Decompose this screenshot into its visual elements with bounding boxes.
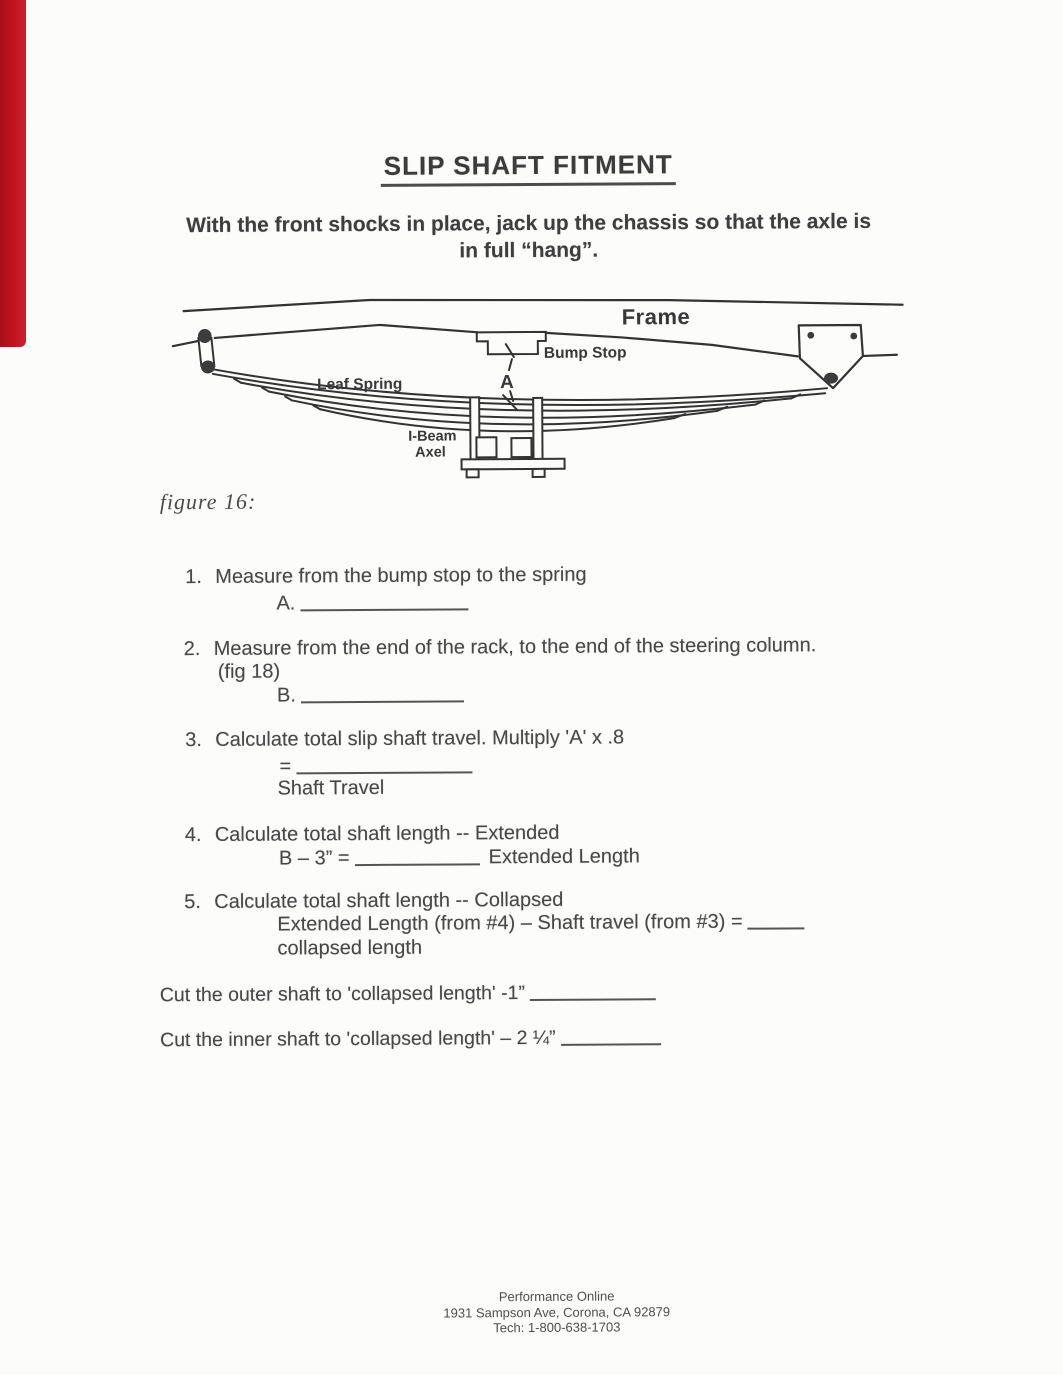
step-5-text: Calculate total shaft length -- Collapsed — [214, 888, 564, 913]
step-4 — [185, 822, 560, 847]
bump-stop-label: Bump Stop — [543, 344, 627, 362]
step-3-number: 3. — [185, 729, 202, 752]
step-2-number: 2. — [183, 638, 201, 661]
step-1 — [185, 564, 586, 589]
step-2-answer-label: B. — [276, 684, 296, 707]
step-3 — [185, 726, 624, 752]
leaf-spring-lines — [211, 365, 827, 433]
step-3-caption: Shaft Travel — [277, 776, 385, 800]
step-4-suffix: Extended Length — [488, 845, 640, 869]
cut-outer-blank-field — [530, 983, 656, 1001]
page-title: SLIP SHAFT FITMENT — [381, 149, 676, 187]
step-3-text: Calculate total slip shaft travel. Multiply 'A' x .8 — [215, 726, 625, 751]
step-5-answer-row — [277, 910, 804, 936]
step-2-blank-field — [301, 685, 464, 703]
step-5 — [184, 889, 563, 914]
instruction-subtitle — [77, 207, 980, 267]
footer-address: 1931 Sampson Ave, Corona, CA 92879 — [443, 1303, 671, 1321]
cut-inner-shaft-instruction — [160, 1026, 661, 1052]
step-4-text: Calculate total shaft length -- Extended — [214, 821, 560, 846]
cut-outer-shaft-text: Cut the outer shaft to 'collapsed length' -1” — [159, 982, 526, 1007]
step-4-blank-field — [355, 848, 480, 866]
cut-outer-shaft-instruction — [160, 981, 656, 1007]
leaf-spring-label: Leaf Spring — [317, 375, 403, 394]
step-3-equals-label: = — [279, 755, 292, 778]
subtitle-line-2: in full “hang”. — [459, 238, 599, 263]
step-2-note: (fig 18) — [217, 660, 281, 683]
ubolt-axle-assembly — [461, 397, 564, 478]
step-2-answer-row — [277, 683, 464, 707]
cut-inner-blank-field — [561, 1028, 661, 1046]
frame-label: Frame — [621, 304, 691, 330]
rear-hanger-bracket — [799, 325, 863, 388]
step-3-blank-field — [296, 756, 472, 774]
dimension-a-label: A — [499, 372, 514, 394]
step-5-number: 5. — [184, 891, 201, 914]
step-5-formula-label: Extended Length (from #4) – Shaft travel (from #3) = — [277, 910, 743, 936]
step-4-answer-row — [279, 845, 640, 870]
bump-stop-shape — [477, 332, 546, 354]
step-4-formula-label: B – 3” = — [278, 847, 350, 870]
ibeam-label-line1: I-Beam — [408, 428, 457, 445]
step-3-answer-row — [279, 754, 472, 778]
scan-artifact-stripe — [0, 0, 26, 347]
step-5-blank-field — [748, 912, 805, 929]
cut-inner-shaft-text: Cut the inner shaft to 'collapsed length' – 2 ¼” — [160, 1026, 556, 1052]
step-1-answer-label: A. — [276, 592, 296, 615]
step-1-blank-field — [300, 593, 468, 611]
step-2 — [184, 634, 817, 661]
subtitle-line-1: With the front shocks in place, jack up the chassis so that the axle is — [186, 209, 872, 238]
step-4-number: 4. — [184, 824, 202, 847]
title-row — [0, 147, 1060, 189]
figure-caption: figure 16: — [159, 488, 257, 515]
front-shackle — [198, 329, 215, 374]
step-1-text: Measure from the bump stop to the spring — [215, 563, 587, 588]
step-2-text: Measure from the end of the rack, to the end of the steering column. — [213, 634, 817, 660]
step-1-answer-row — [276, 591, 468, 615]
ibeam-label-line2: Axel — [415, 444, 446, 461]
step-1-number: 1. — [185, 566, 202, 589]
step-5-caption: collapsed length — [277, 936, 423, 960]
slip-shaft-diagram — [169, 286, 910, 491]
footer-company-name: Performance Online — [498, 1288, 615, 1305]
footer-phone: Tech: 1-800-638-1703 — [493, 1319, 621, 1336]
footer — [443, 1288, 670, 1336]
